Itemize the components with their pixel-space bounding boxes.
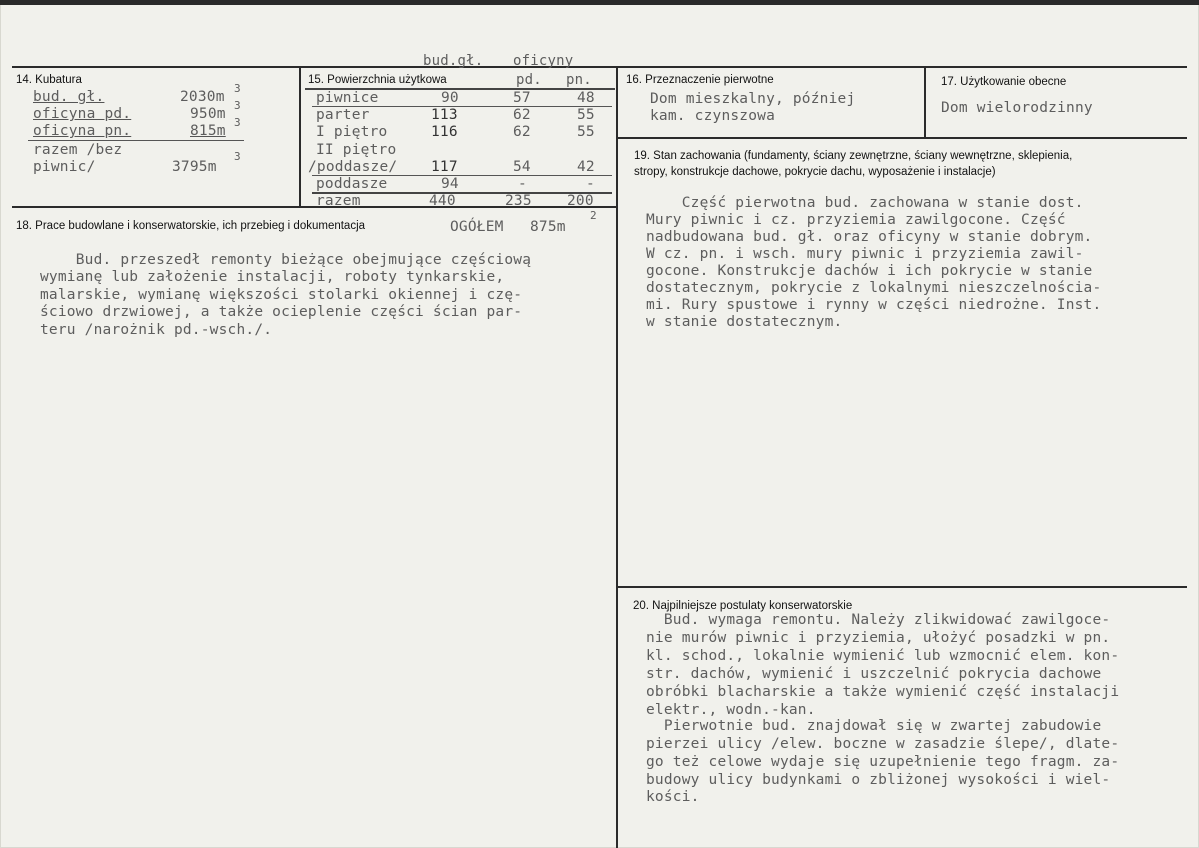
postulates-line-2: nie murów piwnic i przyziemia, ułożyć posadzki w pn. — [646, 630, 1111, 646]
col-header-pd: pd. — [516, 72, 542, 88]
area-row-pn: - — [586, 176, 595, 192]
area-row-label: I piętro — [316, 124, 388, 140]
area-row-pn: 42 — [577, 159, 595, 175]
area-total-pn: 200 — [567, 193, 594, 209]
postulates-line-11: kości. — [646, 789, 700, 805]
area-grand-total-value: 875m — [530, 219, 566, 235]
section-19-title-line-2: stropy, konstrukcje dachowe, pokrycie dachu, wyposażenie i instalacje) — [634, 166, 996, 178]
divider-15-16 — [616, 66, 618, 848]
postulates-line-9: go też celowe wydaje się uzupełnienie tego fragm. za- — [646, 754, 1120, 770]
works-line-1: Bud. przeszedł remonty bieżące obejmujące częściową — [40, 252, 532, 268]
area-row-pd: 62 — [513, 124, 531, 140]
divider-16-19 — [618, 137, 1187, 139]
works-line-3: malarskie, wymianę większości stolarki okiennej i czę- — [40, 287, 523, 303]
area-total-bud: 440 — [429, 193, 456, 209]
divider-top — [12, 66, 1187, 68]
area-total-pd: 235 — [505, 193, 532, 209]
kubatura-label-3: oficyna pn. — [33, 123, 132, 139]
area-row-bud: 116 — [431, 124, 458, 140]
section-16-title: 16. Przeznaczenie pierwotne — [626, 74, 774, 86]
col-header-oficyny: oficyny — [513, 53, 574, 69]
postulates-line-3: kl. schod., lokalnie wymienić lub wzmocnić elem. kon- — [646, 648, 1120, 664]
area-row-pn: 48 — [577, 90, 595, 106]
kubatura-value-1: 2030m — [180, 89, 225, 105]
condition-line-3: nadbudowana bud. gł. oraz oficyny w stanie dobrym. — [646, 229, 1093, 245]
original-purpose-line-1: Dom mieszkalny, później — [650, 91, 856, 107]
section-19-title-line-1: 19. Stan zachowania (fundamenty, ściany zewnętrzne, ściany wewnętrzne, sklepienia, — [634, 150, 1073, 162]
kubatura-sup-1: 3 — [234, 82, 241, 95]
kubatura-sum-line — [28, 140, 244, 141]
condition-line-1: Część pierwotna bud. zachowana w stanie dost. — [646, 195, 1084, 211]
condition-line-7: mi. Rury spustowe i rynny w części niedrożne. Inst. — [646, 297, 1102, 313]
kubatura-sup-2: 3 — [234, 99, 241, 112]
top-edge — [0, 0, 1199, 5]
area-row-pd: 57 — [513, 90, 531, 106]
condition-line-5: gocone. Konstrukcje dachów i ich pokrycie w stanie — [646, 263, 1093, 279]
postulates-line-10: budowy ulicy budynkami o zbliżonej wysokości i wiel- — [646, 772, 1111, 788]
section-20-title: 20. Najpilniejsze postulaty konserwatorskie — [633, 600, 853, 612]
area-row-label: /poddasze/ — [308, 159, 398, 175]
section-18-title: 18. Prace budowlane i konserwatorskie, ich przebieg i dokumentacja — [16, 220, 366, 232]
area-row-pd: - — [518, 176, 527, 192]
condition-line-2: Mury piwnic i cz. przyziemia zawilgocone. Część — [646, 212, 1066, 228]
area-row-label: parter — [316, 107, 370, 123]
area-row-bud: 113 — [431, 107, 458, 123]
divider-16-17 — [924, 66, 926, 138]
kubatura-sup-5: 3 — [234, 150, 241, 163]
works-line-4: ściowo drzwiowej, a także ocieplenie części ścian par- — [40, 304, 523, 320]
postulates-line-7: Pierwotnie bud. znajdował się w zwartej zabudowie — [646, 718, 1102, 734]
area-grand-total-sup: 2 — [590, 209, 597, 222]
area-row-pd: 62 — [513, 107, 531, 123]
postulates-line-5: obróbki blacharskie a także wymienić część instalacji — [646, 684, 1120, 700]
section-15-title: 15. Powierzchnia użytkowa — [308, 74, 447, 86]
kubatura-value-5: 3795m — [172, 159, 217, 175]
postulates-line-8: pierzei ulicy /elew. boczne w zasadzie ślepe/, dlate- — [646, 736, 1120, 752]
kubatura-label-1: bud. gł. — [33, 89, 105, 105]
area-row-bud: 90 — [441, 90, 459, 106]
section-17-title: 17. Użytkowanie obecne — [941, 76, 1067, 88]
area-grand-total-label: OGÓŁEM — [450, 219, 504, 235]
original-purpose-line-2: kam. czynszowa — [650, 108, 776, 124]
area-row-pn: 55 — [577, 107, 595, 123]
area-row-bud: 94 — [441, 176, 459, 192]
works-line-5: teru /narożnik pd.-wsch./. — [40, 322, 273, 338]
kubatura-label-5: piwnic/ — [33, 159, 96, 175]
postulates-line-6: elektr., wodn.-kan. — [646, 702, 816, 718]
postulates-line-1: Bud. wymaga remontu. Należy zlikwidować zawilgoce- — [646, 612, 1111, 628]
area-row-label: II piętro — [316, 142, 397, 158]
area-row-label: poddasze — [316, 176, 388, 192]
current-use-value: Dom wielorodzinny — [941, 100, 1093, 116]
postulates-line-4: str. dachów, wymienić i uszczelnić pokrycia dachowe — [646, 666, 1102, 682]
col-header-pn: pn. — [566, 72, 592, 88]
kubatura-sup-3: 3 — [234, 116, 241, 129]
kubatura-label-4: razem /bez — [33, 142, 123, 158]
divider-14-15 — [299, 66, 301, 206]
works-line-2: wymianę lub założenie instalacji, roboty tynkarskie, — [40, 269, 505, 285]
area-row-pn: 55 — [577, 124, 595, 140]
condition-line-8: w stanie dostatecznym. — [646, 314, 843, 330]
kubatura-value-2: 950m — [190, 106, 226, 122]
divider-19-20 — [618, 586, 1187, 588]
area-row-bud: 117 — [431, 159, 458, 175]
section-14-title: 14. Kubatura — [16, 74, 82, 86]
condition-line-4: W cz. pn. i wsch. mury piwnic i przyziemia zawil- — [646, 246, 1084, 262]
condition-line-6: dostatecznym, pokrycie z lokalnymi nieszczelnościa- — [646, 280, 1102, 296]
area-row-pd: 54 — [513, 159, 531, 175]
area-total-label: razem — [316, 193, 361, 209]
area-row-label: piwnice — [316, 90, 379, 106]
kubatura-value-3: 815m — [190, 123, 226, 139]
kubatura-label-2: oficyna pd. — [33, 106, 132, 122]
col-header-bud: bud.gł. — [423, 53, 484, 69]
